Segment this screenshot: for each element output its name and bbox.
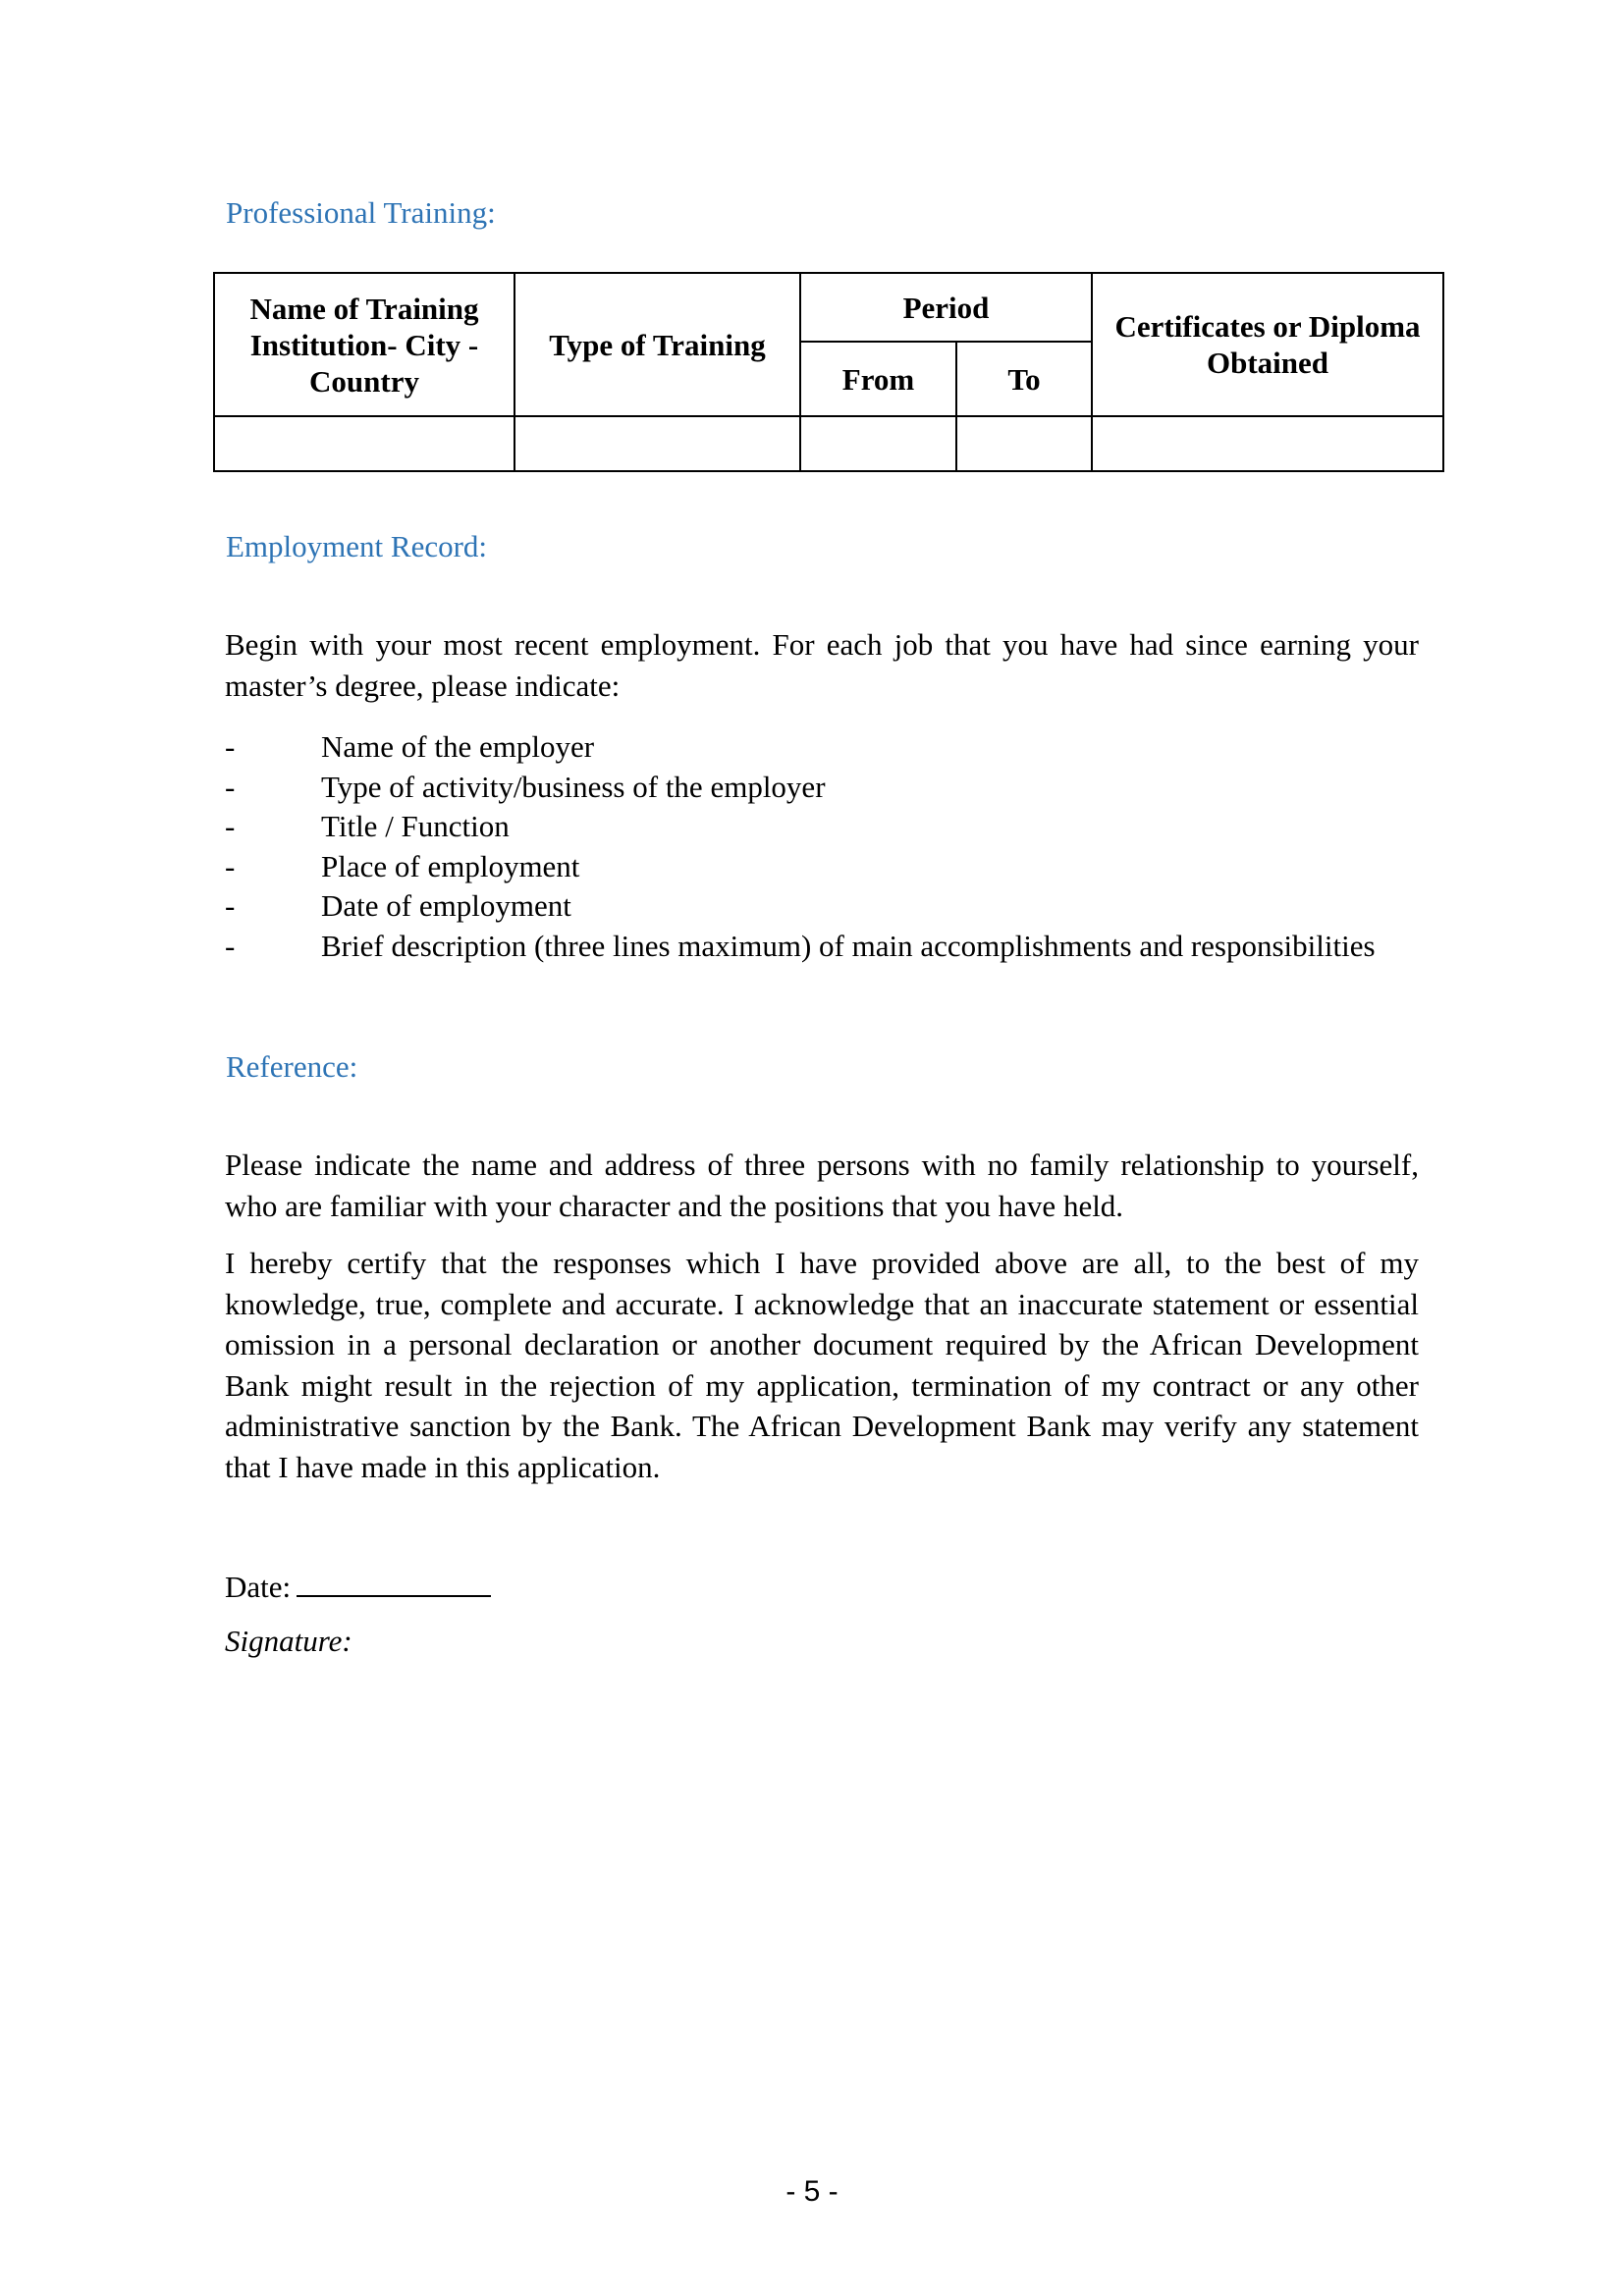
page-number: - 5 -	[785, 2175, 839, 2208]
signature-label: Signature:	[225, 1624, 352, 1658]
header-institution: Name of Training Institution- City - Country	[214, 273, 514, 416]
list-item	[225, 807, 1419, 847]
cell-to[interactable]	[956, 416, 1092, 471]
cell-institution[interactable]	[214, 416, 514, 471]
reference-instructions-paragraph: Please indicate the name and address of three persons with no family relationship to yourself, who are familiar with your character and the positions that you have held.	[225, 1148, 1419, 1223]
employment-items-list	[225, 727, 1419, 966]
header-to: To	[956, 342, 1092, 416]
dash-marker: -	[225, 809, 236, 843]
cell-from[interactable]	[800, 416, 956, 471]
reference-heading: Reference:	[226, 1049, 358, 1084]
dash-marker: -	[225, 729, 236, 764]
list-item-text: Type of activity/business of the employer	[321, 769, 826, 804]
date-line	[225, 1568, 491, 1607]
dash-marker: -	[225, 888, 236, 923]
cell-certificates[interactable]	[1092, 416, 1443, 471]
employment-intro-paragraph: Begin with your most recent employment. For each job that you have had since earning your master’s degree, please indicate:	[225, 627, 1419, 703]
list-item-text: Brief description (three lines maximum) of main accomplishments and responsibilities	[321, 928, 1376, 963]
list-item-text: Name of the employer	[321, 729, 595, 764]
date-label: Date:	[225, 1570, 292, 1604]
list-item	[225, 886, 1419, 927]
certification-paragraph: I hereby certify that the responses which I have provided above are all, to the best of my knowledge, true, complete and accurate. I acknowledge that an inaccurate statement or essential omission in a personal declaration or another document required by the African Development Bank might result in the rejection of my application, termination of my contract or any other administrative sanction by the Bank. The African Development Bank may verify any statement that I have made in this application.	[225, 1246, 1419, 1484]
employment-record-heading: Employment Record:	[226, 529, 488, 563]
list-item	[225, 768, 1419, 808]
list-item	[225, 847, 1419, 887]
list-item	[225, 727, 1419, 768]
list-item-text: Place of employment	[321, 848, 580, 883]
date-field[interactable]	[297, 1568, 491, 1597]
list-item	[225, 927, 1419, 967]
list-item-text: Date of employment	[321, 888, 571, 923]
cell-type-of-training[interactable]	[514, 416, 800, 471]
header-type-of-training: Type of Training	[514, 273, 800, 416]
table-header-row	[214, 273, 1443, 342]
dash-marker: -	[225, 928, 236, 963]
header-from: From	[800, 342, 956, 416]
table-row	[214, 416, 1443, 471]
list-item-text: Title / Function	[321, 809, 510, 843]
professional-training-table	[213, 272, 1444, 472]
header-period: Period	[800, 273, 1092, 342]
dash-marker: -	[225, 848, 236, 883]
professional-training-heading: Professional Training:	[226, 195, 496, 230]
header-certificates: Certificates or Diploma Obtained	[1092, 273, 1443, 416]
dash-marker: -	[225, 769, 236, 804]
